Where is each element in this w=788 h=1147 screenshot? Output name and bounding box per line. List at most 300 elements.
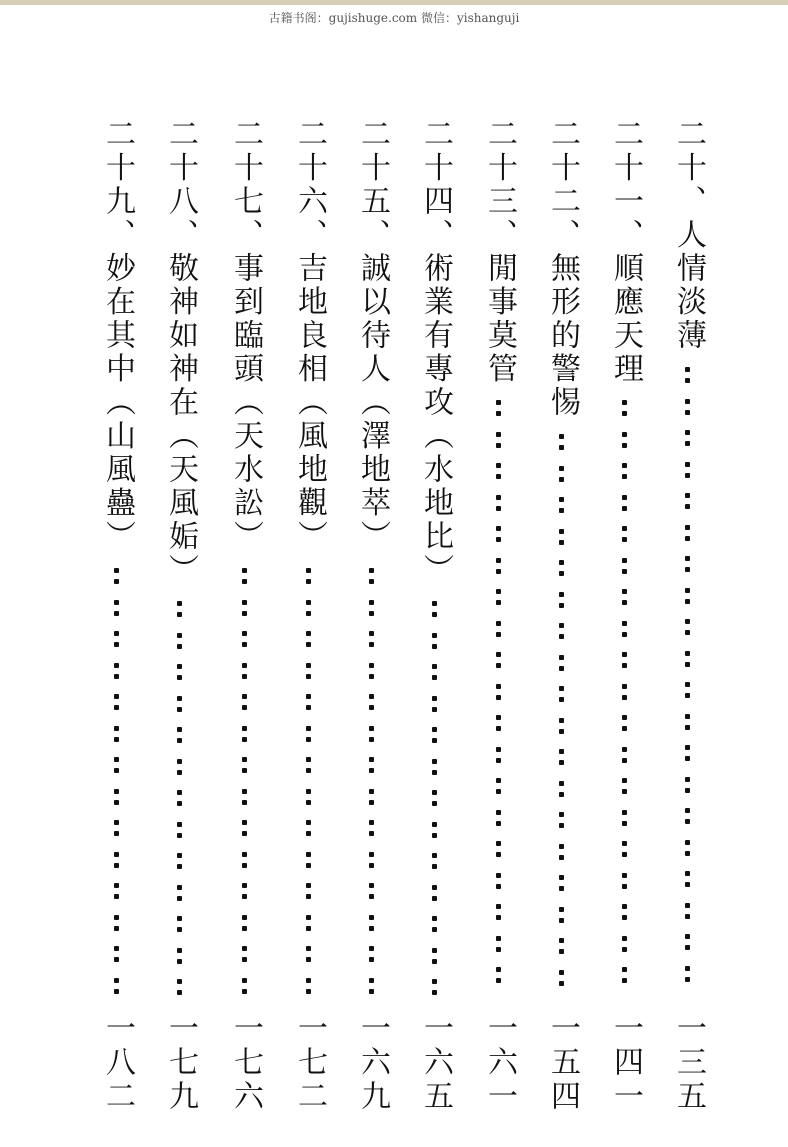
leader-dot (622, 652, 627, 657)
leader-dot (559, 812, 564, 817)
toc-entry[interactable] (350, 0, 394, 1147)
leader-dot (177, 885, 182, 890)
leader-dot (114, 894, 119, 899)
leader-dot (369, 726, 374, 731)
leader-dot (177, 979, 182, 984)
leader-dot (242, 957, 247, 962)
toc-entry-page: 一七六 (228, 1012, 263, 1114)
toc-entry[interactable] (223, 0, 267, 1147)
toc-entry-page: 一五四 (545, 1012, 580, 1114)
toc-entry-page: 一四一 (608, 1012, 643, 1114)
leader-dot (685, 756, 690, 761)
leader-dot (559, 760, 564, 765)
leader-dot (432, 696, 437, 701)
leader-dot (685, 378, 690, 383)
leader-dot (622, 747, 627, 752)
leader-dot (622, 904, 627, 909)
leader-dot (496, 506, 501, 511)
toc-entry-page: 一六九 (355, 1012, 390, 1114)
leader-dot (306, 737, 311, 742)
toc-entry-page: 一三五 (671, 1012, 706, 1114)
leader-dot (622, 474, 627, 479)
leader-dot (559, 844, 564, 849)
leader-dot (622, 495, 627, 500)
leader-dot (306, 883, 311, 888)
leader-dot (306, 820, 311, 825)
leader-dots (158, 601, 202, 1008)
leader-dot (114, 800, 119, 805)
leader-dot (432, 707, 437, 712)
leader-dot (622, 537, 627, 542)
leader-dot (622, 884, 627, 889)
leader-dot (369, 926, 374, 931)
leader-dot (496, 695, 501, 700)
leader-dot (496, 758, 501, 763)
leader-dot (685, 367, 690, 372)
leader-dot (177, 896, 182, 901)
leader-dot (177, 633, 182, 638)
leader-dot (242, 579, 247, 584)
leader-dot (559, 855, 564, 860)
toc-entry[interactable] (666, 0, 710, 1147)
leader-dot (559, 886, 564, 891)
leader-dot (242, 642, 247, 647)
leader-dot (496, 621, 501, 626)
leader-dot (177, 696, 182, 701)
leader-dot (432, 948, 437, 953)
leader-dot (114, 663, 119, 668)
leader-dot (622, 821, 627, 826)
leader-dot (622, 789, 627, 794)
leader-dot (685, 525, 690, 530)
leader-dot (432, 738, 437, 743)
leader-dot (685, 441, 690, 446)
leader-dots (477, 400, 521, 1008)
leader-dot (432, 927, 437, 932)
leader-dot (369, 705, 374, 710)
leader-dot (685, 630, 690, 635)
leader-dot (559, 445, 564, 450)
leader-dot (559, 718, 564, 723)
leader-dot (496, 589, 501, 594)
leader-dot (496, 632, 501, 637)
leader-dot (622, 463, 627, 468)
leader-dot (306, 852, 311, 857)
leader-dot (114, 915, 119, 920)
leader-dot (432, 959, 437, 964)
leader-dot (432, 759, 437, 764)
leader-dot (369, 800, 374, 805)
leader-dot (622, 841, 627, 846)
leader-dots (603, 400, 647, 1008)
leader-dot (369, 579, 374, 584)
toc-entry-title: 二十六、吉地良相（風地觀） (292, 118, 327, 554)
leader-dot (432, 664, 437, 669)
leader-dot (114, 863, 119, 868)
toc-entry-title: 二十七、事到臨頭（天水訟） (228, 118, 263, 554)
leader-dot (685, 493, 690, 498)
leader-dot (685, 430, 690, 435)
leader-dot (306, 926, 311, 931)
leader-dot (685, 725, 690, 730)
leader-dot (432, 633, 437, 638)
leader-dot (177, 644, 182, 649)
leader-dot (622, 947, 627, 952)
leader-dot (177, 864, 182, 869)
leader-dot (685, 914, 690, 919)
leader-dot (622, 411, 627, 416)
leader-dot (114, 820, 119, 825)
leader-dot (496, 715, 501, 720)
leader-dot (369, 568, 374, 573)
leader-dot (685, 651, 690, 656)
leader-dot (306, 957, 311, 962)
leader-dot (177, 990, 182, 995)
toc-entry[interactable] (603, 0, 647, 1147)
leader-dot (622, 695, 627, 700)
leader-dot (496, 967, 501, 972)
leader-dot (177, 948, 182, 953)
leader-dot (622, 684, 627, 689)
leader-dot (496, 432, 501, 437)
leader-dot (685, 851, 690, 856)
leader-dot (177, 770, 182, 775)
leader-dot (369, 863, 374, 868)
leader-dot (369, 642, 374, 647)
leader-dot (306, 863, 311, 868)
leader-dot (114, 737, 119, 742)
leader-dot (432, 896, 437, 901)
leader-dot (242, 737, 247, 742)
leader-dot (559, 918, 564, 923)
leader-dot (369, 663, 374, 668)
leader-dot (496, 852, 501, 857)
toc-entry-title: 二十、人情淡薄 (671, 118, 706, 353)
leader-dot (559, 697, 564, 702)
leader-dot (369, 768, 374, 773)
leader-dot (369, 757, 374, 762)
toc-entry[interactable] (540, 0, 584, 1147)
leader-dots (350, 568, 394, 1008)
leader-dot (559, 655, 564, 660)
leader-dot (114, 768, 119, 773)
leader-dot (622, 632, 627, 637)
leader-dot (685, 777, 690, 782)
leader-dot (242, 568, 247, 573)
leader-dot (114, 757, 119, 762)
leader-dot (685, 788, 690, 793)
leader-dot (432, 675, 437, 680)
leader-dot (177, 707, 182, 712)
leader-dot (685, 745, 690, 750)
leader-dot (496, 789, 501, 794)
leader-dot (369, 694, 374, 699)
leader-dot (685, 399, 690, 404)
leader-dot (369, 883, 374, 888)
leader-dot (242, 611, 247, 616)
leader-dot (306, 642, 311, 647)
leader-dot (242, 894, 247, 899)
leader-dot (242, 726, 247, 731)
leader-dot (242, 883, 247, 888)
leader-dot (306, 674, 311, 679)
toc-entry[interactable] (477, 0, 521, 1147)
toc-entry[interactable] (287, 0, 331, 1147)
leader-dot (559, 970, 564, 975)
leader-dot (559, 875, 564, 880)
leader-dots (666, 367, 710, 1008)
leader-dot (559, 508, 564, 513)
leader-dot (242, 820, 247, 825)
leader-dot (114, 957, 119, 962)
leader-dot (432, 864, 437, 869)
leader-dot (432, 644, 437, 649)
leader-dot (496, 443, 501, 448)
leader-dot (496, 569, 501, 574)
leader-dot (496, 537, 501, 542)
leader-dot (496, 810, 501, 815)
leader-dot (369, 820, 374, 825)
leader-dot (306, 978, 311, 983)
leader-dot (685, 556, 690, 561)
toc-entry[interactable] (158, 0, 202, 1147)
leader-dot (306, 757, 311, 762)
leader-dot (306, 600, 311, 605)
leader-dot (559, 823, 564, 828)
leader-dot (242, 946, 247, 951)
leader-dot (685, 462, 690, 467)
leader-dot (685, 599, 690, 604)
leader-dots (413, 601, 457, 1008)
leader-dot (622, 526, 627, 531)
leader-dot (559, 623, 564, 628)
leader-dot (177, 833, 182, 838)
leader-dot (114, 568, 119, 573)
leader-dot (306, 568, 311, 573)
leader-dot (432, 612, 437, 617)
leader-dot (559, 981, 564, 986)
leader-dot (242, 694, 247, 699)
leader-dot (496, 915, 501, 920)
leader-dot (242, 663, 247, 668)
leader-dot (559, 949, 564, 954)
leader-dot (685, 693, 690, 698)
leader-dot (559, 938, 564, 943)
leader-dot (685, 473, 690, 478)
leader-dot (559, 477, 564, 482)
leader-dot (622, 758, 627, 763)
leader-dot (685, 945, 690, 950)
leader-dot (622, 778, 627, 783)
leader-dot (306, 579, 311, 584)
leader-dot (496, 904, 501, 909)
leader-dot (622, 810, 627, 815)
leader-dot (496, 947, 501, 952)
leader-dot (685, 808, 690, 813)
leader-dot (622, 506, 627, 511)
leader-dot (369, 789, 374, 794)
leader-dot (622, 400, 627, 405)
leader-dot (559, 592, 564, 597)
leader-dot (559, 529, 564, 534)
leader-dot (496, 411, 501, 416)
leader-dot (432, 853, 437, 858)
leader-dot (685, 882, 690, 887)
watermark-text: 古籍书阁：gujishuge.com 微信：yishanguji (268, 11, 520, 25)
toc-entry-title: 二十二、無形的警惕 (545, 118, 580, 420)
leader-dot (622, 967, 627, 972)
leader-dot (306, 631, 311, 636)
leader-dot (177, 916, 182, 921)
leader-dot (685, 682, 690, 687)
leader-dot (622, 600, 627, 605)
leader-dot (369, 957, 374, 962)
leader-dots (540, 434, 584, 1008)
leader-dot (622, 432, 627, 437)
leader-dot (622, 715, 627, 720)
leader-dot (685, 410, 690, 415)
leader-dot (369, 852, 374, 857)
leader-dot (114, 600, 119, 605)
leader-dot (177, 601, 182, 606)
leader-dot (369, 631, 374, 636)
leader-dot (369, 674, 374, 679)
leader-dot (242, 789, 247, 794)
leader-dot (559, 466, 564, 471)
leader-dot (114, 926, 119, 931)
leader-dot (306, 831, 311, 836)
leader-dot (432, 885, 437, 890)
leader-dot (685, 588, 690, 593)
leader-dot (496, 873, 501, 878)
leader-dot (177, 822, 182, 827)
toc-entry[interactable] (95, 0, 139, 1147)
leader-dot (306, 915, 311, 920)
leader-dot (369, 600, 374, 605)
leader-dot (559, 571, 564, 576)
leader-dot (432, 990, 437, 995)
leader-dot (496, 726, 501, 731)
leader-dots (287, 568, 331, 1008)
toc-entry-title: 二十九、妙在其中（山風蠱） (100, 118, 135, 554)
leader-dot (177, 759, 182, 764)
toc-entry[interactable] (413, 0, 457, 1147)
leader-dots (95, 568, 139, 1008)
leader-dot (559, 729, 564, 734)
leader-dot (369, 915, 374, 920)
leader-dot (177, 801, 182, 806)
leader-dot (177, 959, 182, 964)
leader-dot (114, 978, 119, 983)
leader-dot (432, 601, 437, 606)
leader-dot (242, 852, 247, 857)
leader-dot (559, 540, 564, 545)
leader-dot (114, 852, 119, 857)
leader-dot (242, 926, 247, 931)
leader-dot (685, 977, 690, 982)
leader-dot (496, 526, 501, 531)
leader-dot (114, 726, 119, 731)
leader-dot (559, 781, 564, 786)
leader-dot (177, 738, 182, 743)
leader-dot (369, 946, 374, 951)
leader-dot (685, 819, 690, 824)
leader-dot (369, 611, 374, 616)
leader-dot (432, 822, 437, 827)
leader-dot (369, 989, 374, 994)
leader-dot (242, 915, 247, 920)
leader-dot (496, 778, 501, 783)
leader-dot (177, 790, 182, 795)
leader-dot (306, 768, 311, 773)
leader-dot (496, 400, 501, 405)
leader-dot (114, 883, 119, 888)
leader-dot (559, 497, 564, 502)
leader-dot (369, 737, 374, 742)
toc-entry-title: 二十四、術業有專攻（水地比） (418, 118, 453, 587)
leader-dot (306, 989, 311, 994)
leader-dot (177, 664, 182, 669)
leader-dot (114, 831, 119, 836)
leader-dot (685, 840, 690, 845)
leader-dot (177, 853, 182, 858)
leader-dot (685, 536, 690, 541)
toc-entry-title: 二十一、順應天理 (608, 118, 643, 386)
leader-dot (242, 631, 247, 636)
leader-dot (559, 434, 564, 439)
leader-dot (622, 936, 627, 941)
leader-dot (114, 642, 119, 647)
leader-dot (306, 694, 311, 699)
leader-dot (622, 443, 627, 448)
leader-dot (114, 631, 119, 636)
leader-dot (622, 589, 627, 594)
leader-dot (432, 801, 437, 806)
toc-entry-page: 一六一 (482, 1012, 517, 1114)
leader-dot (177, 727, 182, 732)
leader-dot (559, 560, 564, 565)
leader-dot (177, 675, 182, 680)
toc-entry-title: 二十八、敬神如神在（天風姤） (163, 118, 198, 587)
leader-dot (559, 634, 564, 639)
leader-dot (559, 792, 564, 797)
leader-dot (496, 495, 501, 500)
leader-dot (242, 831, 247, 836)
leader-dot (369, 894, 374, 899)
leader-dot (496, 663, 501, 668)
leader-dot (685, 934, 690, 939)
leader-dot (685, 714, 690, 719)
leader-dot (559, 666, 564, 671)
toc-entry-page: 一八二 (100, 1012, 135, 1114)
leader-dot (685, 567, 690, 572)
leader-dot (114, 611, 119, 616)
leader-dot (306, 663, 311, 668)
leader-dot (242, 989, 247, 994)
leader-dot (177, 612, 182, 617)
leader-dot (685, 504, 690, 509)
leader-dot (432, 916, 437, 921)
leader-dot (432, 770, 437, 775)
leader-dot (432, 727, 437, 732)
leader-dot (242, 800, 247, 805)
leader-dot (685, 903, 690, 908)
leader-dot (622, 569, 627, 574)
toc-entry-title: 二十五、誠以待人（澤地萃） (355, 118, 390, 554)
leader-dot (622, 915, 627, 920)
leader-dot (496, 463, 501, 468)
leader-dot (622, 978, 627, 983)
